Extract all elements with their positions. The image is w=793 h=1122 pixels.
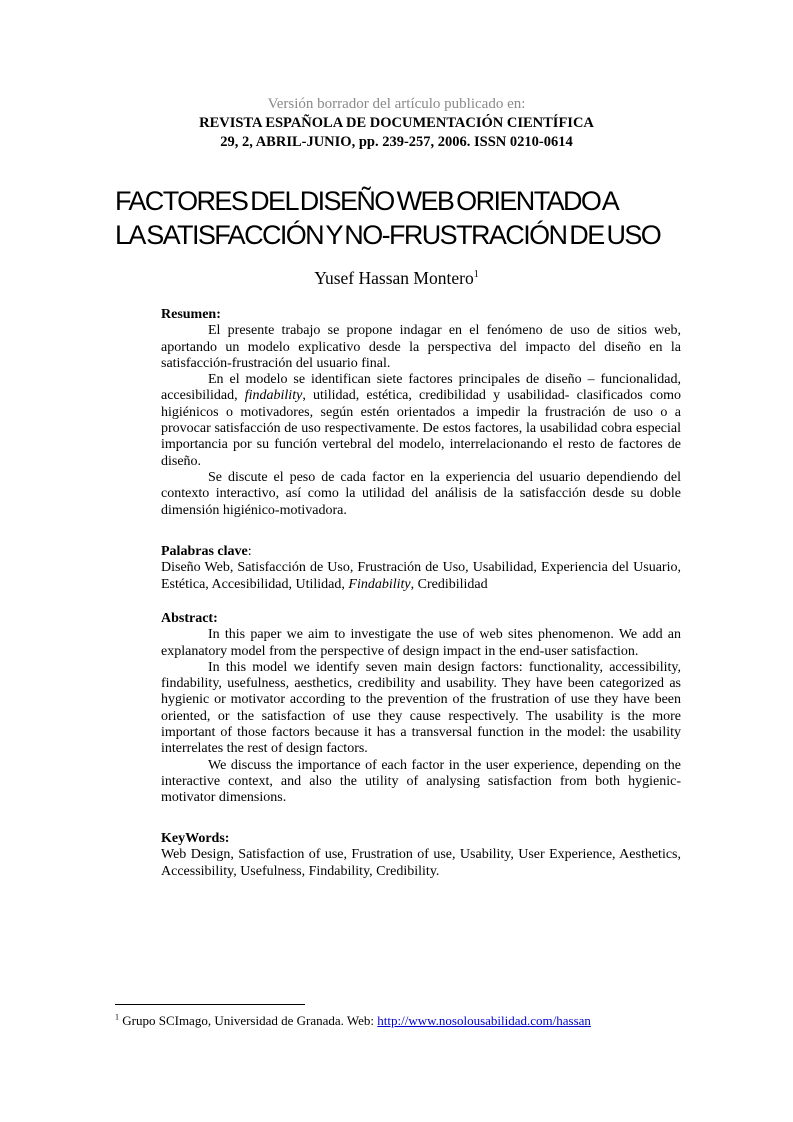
footnote-text: Grupo SCImago, Universidad de Granada. Web:: [119, 1013, 378, 1028]
palabras-clave-text-a: Diseño Web, Satisfacción de Uso, Frustración de Uso, Usabilidad, Experiencia del Usuario, Estética, Accesibilidad, Utilidad,: [161, 560, 681, 592]
journal-issue: 29, 2, ABRIL-JUNIO, pp. 239-257, 2006. ISSN 0210-0614: [220, 134, 573, 150]
keywords-heading: KeyWords:: [161, 831, 230, 846]
palabras-clave-text: [161, 560, 681, 593]
resumen-paragraph-1: El presente trabajo se propone indagar en el fenómeno de uso de sitios web, aportando un modelo explicativo desde la perspectiva del impacto del diseño en la satisfacción-frustración del usuario final.: [161, 323, 681, 371]
palabras-clave-text-b: , Credibilidad: [410, 576, 488, 592]
abstract-paragraph-2: In this model we identify seven main design factors: functionality, accessibility, findability, usefulness, aesthetics, credibility and usability. They have been categorized as hygienic or motivator according to the prevention of the frustration of use they have been oriented, or the satisfaction of use they cause respectively. The usability is the more important of those factors because it has a transversal function in the model: the usability interrelates the rest of design factors.: [161, 659, 681, 757]
resumen-paragraph-2-emphasis: findability: [244, 388, 303, 404]
keywords-section: [161, 831, 681, 880]
palabras-clave-section: [161, 544, 681, 593]
author-footnote-mark: 1: [473, 269, 479, 281]
palabras-clave-emphasis: Findability: [348, 576, 411, 592]
palabras-clave-heading-line: [161, 544, 681, 560]
resumen-paragraph-2: [161, 372, 681, 470]
article-title-line-2: LA SATISFACCIÓN Y NO-FRUSTRACIÓN DE USO: [115, 220, 661, 250]
footnote-divider: [115, 1004, 305, 1005]
journal-name: REVISTA ESPAÑOLA DE DOCUMENTACIÓN CIENTÍFICA: [199, 115, 594, 131]
footnote: [115, 1013, 735, 1029]
footnote-mark: 1: [115, 1012, 119, 1022]
author-name: Yusef Hassan Montero: [314, 268, 474, 288]
abstract-paragraph-3: We discuss the importance of each factor in the user experience, depending on the interactive context, and also the utility of analysing satisfaction from both hygienic-motivator dimensions.: [161, 757, 681, 806]
abstract-heading: Abstract:: [161, 611, 218, 626]
article-title: [115, 184, 735, 252]
resumen-paragraph-2-text-a: En el modelo se identifican siete factores principales de diseño – funcionalidad, accesibilidad,: [161, 372, 681, 404]
resumen-paragraph-2-text-b: , utilidad, estética, credibilidad y usabilidad- clasificados como higiénicos o motivadores, según estén orientados a impedir la frustración de uso o a provocar satisfacción de uso respectivamente. De estos factores, la usabilidad cobra especial importancia por su función vertebral del modelo, interrelacionando el resto de factores de diseño.: [161, 388, 681, 469]
palabras-clave-heading: Palabras clave: [161, 544, 248, 559]
keywords-text: Web Design, Satisfaction of use, Frustration of use, Usability, User Experience, Aesthetics, Accessibility, Usefulness, Findability, Credibility.: [161, 847, 681, 879]
resumen-heading: Resumen:: [161, 307, 221, 322]
palabras-clave-colon: :: [247, 544, 252, 559]
resumen-paragraph-3: Se discute el peso de cada factor en la experiencia del usuario dependiendo del contexto interactivo, así como la utilidad del análisis de la satisfacción desde su doble dimensión higiénico-motivadora.: [161, 469, 681, 518]
author: [0, 267, 793, 289]
article-title-line-1: FACTORES DEL DISEÑO WEB ORIENTADO A: [115, 186, 619, 216]
abstract-paragraph-1: In this paper we aim to investigate the use of web sites phenomenon. We add an explanatory model from the perspective of design impact in the end-user satisfaction.: [161, 627, 681, 659]
resumen-section: [161, 307, 681, 519]
footnote-link[interactable]: http://www.nosolousabilidad.com/hassan: [377, 1013, 591, 1028]
draft-version-note: Versión borrador del artículo publicado en:: [267, 96, 526, 112]
abstract-section: [161, 611, 681, 807]
